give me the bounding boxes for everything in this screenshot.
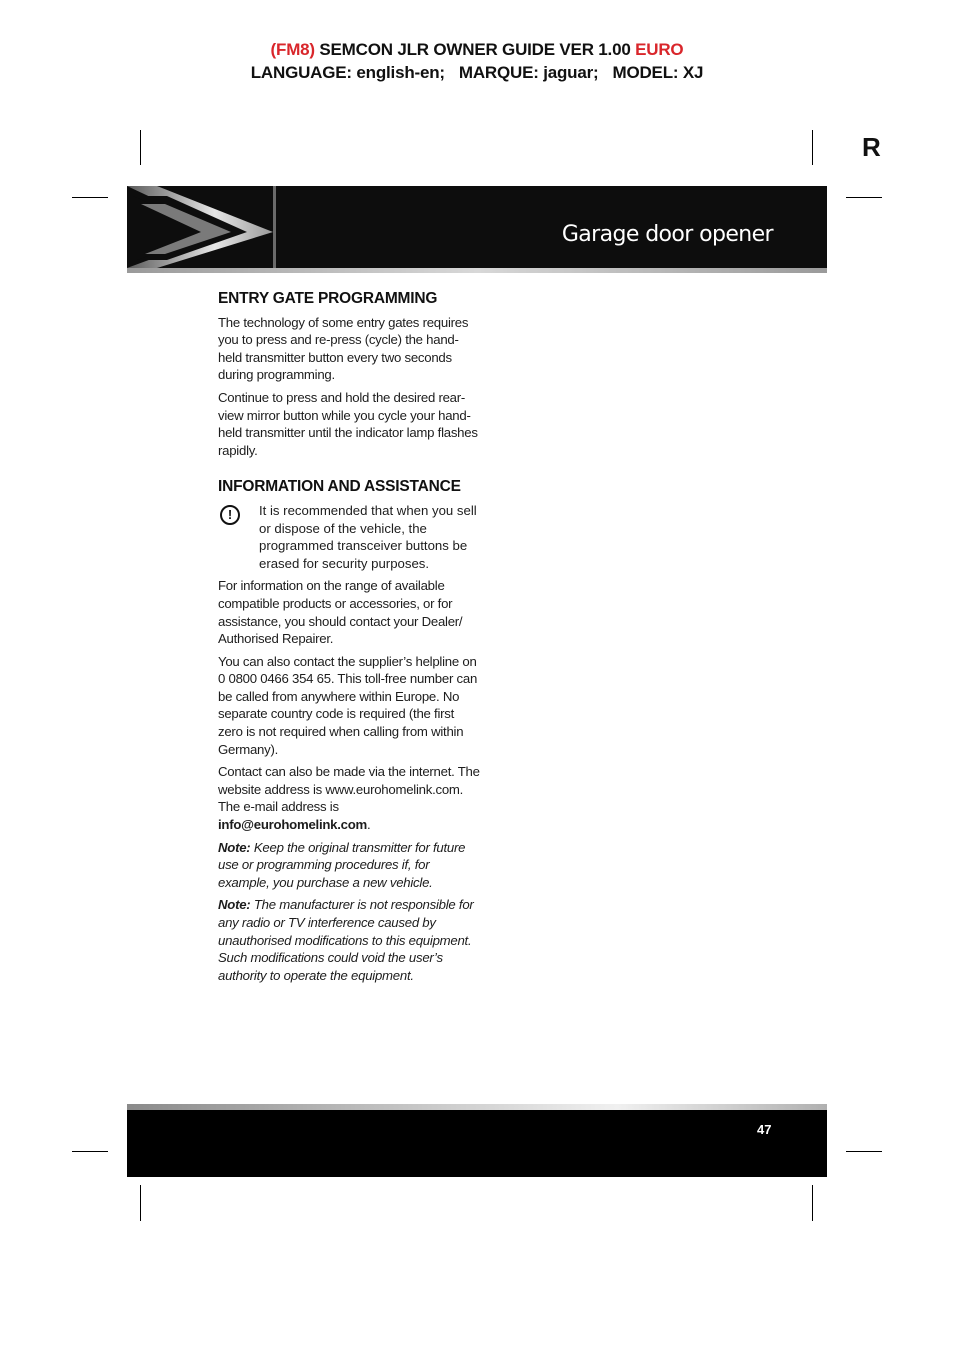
paragraph: The technology of some entry gates requires you to press and re-press (cycle) the hand-held transmitter button every two seconds during programming. xyxy=(218,314,469,383)
header-language: LANGUAGE: english-en; xyxy=(250,63,445,82)
note-text: Keep the original transmitter for future use or programming procedures if, for example, you purchase a new vehicle. xyxy=(218,839,466,890)
header-model: MODEL: XJ xyxy=(612,63,704,82)
paragraph: Continue to press and hold the desired rear-view mirror button while you cycle your hand-held transmitter until the indicator lamp flashes rapidly. xyxy=(218,389,478,458)
note-label: Note: xyxy=(218,897,251,913)
print-header-line-2 xyxy=(0,63,954,83)
content-column xyxy=(218,290,482,989)
contact-text: Contact can also be made via the internet. The website address is www.eurohomelink.com. The e-mail address is xyxy=(218,764,480,815)
warning-icon: ! xyxy=(220,505,240,525)
section-heading-entry-gate: ENTRY GATE PROGRAMMING xyxy=(218,290,438,307)
note-text: The manufacturer is not responsible for any radio or TV interference caused by unauthorised modifications to this equipment. Such modifications could void the user’s authority to operate the equipment. xyxy=(218,897,474,983)
paragraph-contact xyxy=(218,763,482,833)
banner-underline xyxy=(127,268,827,273)
crop-mark xyxy=(140,130,141,165)
contact-end: . xyxy=(367,817,371,833)
page-footer xyxy=(127,1110,827,1177)
section-heading-information: INFORMATION AND ASSISTANCE xyxy=(218,478,461,496)
header-guide-title: SEMCON JLR OWNER GUIDE VER 1.00 xyxy=(314,40,636,59)
crop-mark xyxy=(846,1151,882,1152)
email-address: info@eurohomelink.com xyxy=(218,817,368,833)
edge-index-letter: R xyxy=(862,132,881,162)
crop-mark xyxy=(72,1151,108,1152)
paragraph: You can also contact the supplier’s helpline on 0 0800 0466 354 65. This toll-free number can be called from anywhere within Europe. No separate country code is required (the first zero is not required when calling from within Germany). xyxy=(218,653,478,757)
warning-text: It is recommended that when you sell or dispose of the vehicle, the programmed transceiver buttons be erased for security purposes. xyxy=(259,502,477,571)
crop-mark xyxy=(72,197,108,198)
chapter-banner xyxy=(127,186,827,268)
note xyxy=(218,896,482,984)
crop-mark xyxy=(812,1185,813,1221)
note xyxy=(218,839,482,892)
warning-block xyxy=(218,502,482,572)
header-marque: MARQUE: jaguar; xyxy=(458,63,599,82)
paragraph: For information on the range of available compatible products or accessories, or for assistance, you should contact your Dealer/ Authorised Repairer. xyxy=(218,578,463,647)
crop-mark xyxy=(846,197,882,198)
chapter-title: Garage door opener xyxy=(561,222,773,247)
print-header-line-1 xyxy=(0,40,954,60)
chevron-logo-icon xyxy=(127,186,273,268)
header-fm-code: (FM8) xyxy=(270,40,315,59)
banner-divider xyxy=(273,186,276,268)
crop-mark xyxy=(812,130,813,165)
header-region: EURO xyxy=(635,40,684,59)
crop-mark xyxy=(140,1185,141,1221)
page-number: 47 xyxy=(757,1122,772,1137)
note-label: Note: xyxy=(218,839,251,855)
